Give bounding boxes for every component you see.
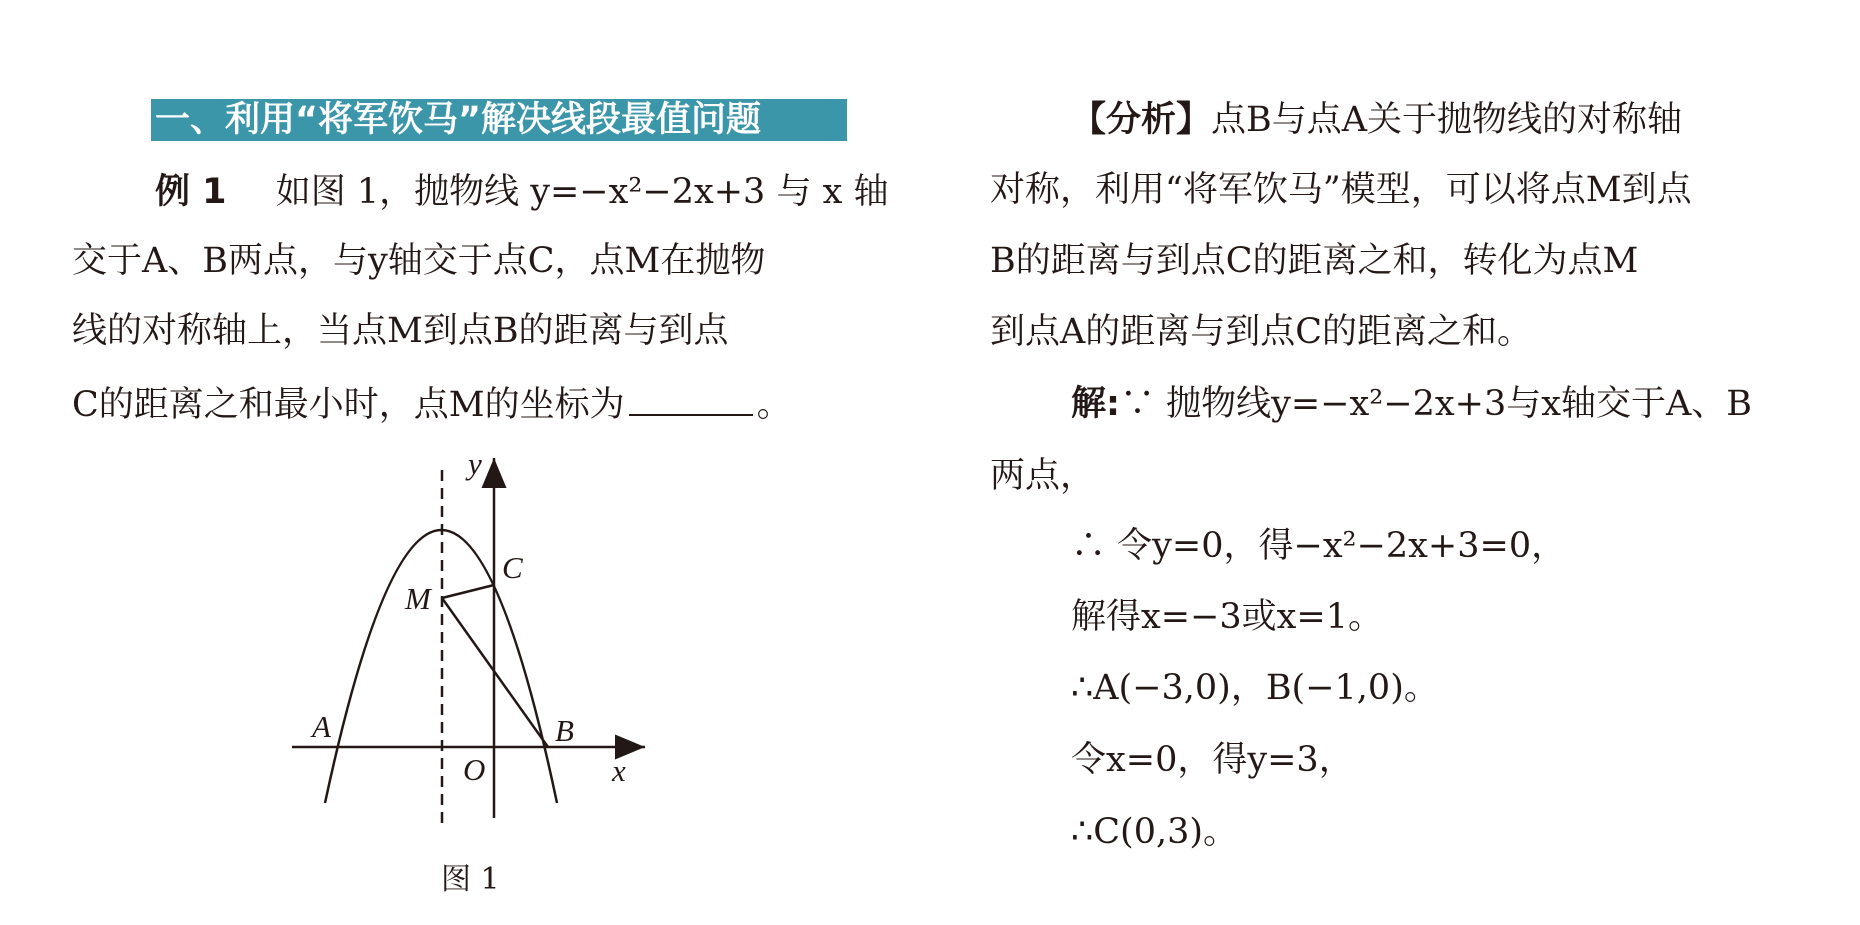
label-b: B — [555, 713, 574, 748]
solution-line-4: 解得x=−3或x=1。 — [1071, 597, 1383, 637]
label-y: y — [468, 446, 482, 481]
analysis-line-3: B的距离与到点C的距离之和，转化为点M — [990, 241, 1639, 281]
label-x: x — [612, 753, 626, 788]
segment-mc — [442, 585, 494, 598]
analysis-line-1 — [1071, 100, 1682, 140]
figure-caption: 图 1 — [441, 862, 500, 897]
label-o: O — [463, 752, 486, 787]
solution-label: 解: — [1071, 384, 1120, 424]
example-line-3: 线的对称轴上，当点M到点B的距离与到点 — [72, 311, 729, 351]
solution-text-1: ∵ 抛物线y=−x²−2x+3与x轴交于A、B — [1120, 384, 1752, 424]
analysis-line-4: 到点A的距离与到点C的距离之和。 — [990, 312, 1533, 352]
solution-line-1 — [1071, 384, 1752, 424]
solution-line-5: ∴A(−3,0)，B(−1,0)。 — [1071, 668, 1439, 708]
example-line-2: 交于A、B两点，与y轴交于点C，点M在抛物 — [72, 241, 766, 281]
example-line-4 — [72, 382, 792, 425]
label-m: M — [405, 581, 431, 616]
analysis-line-2: 对称，利用“将军饮马”模型，可以将点M到点 — [990, 170, 1692, 210]
section-title: 一、利用“将军饮马”解决线段最值问题 — [151, 99, 847, 141]
example-text-1: 如图 1，抛物线 y=−x²−2x+3 与 x 轴 — [275, 172, 889, 212]
example-text-4: C的距离之和最小时，点M的坐标为 — [72, 385, 625, 425]
example-end-mark: 。 — [756, 385, 792, 425]
label-c: C — [502, 550, 523, 585]
analysis-label: 【分析】 — [1071, 100, 1212, 140]
label-a: A — [312, 709, 331, 744]
example-label: 例 1 — [155, 172, 227, 212]
solution-line-6: 令x=0，得y=3， — [1071, 740, 1354, 780]
answer-blank[interactable] — [629, 382, 753, 416]
solution-line-3: ∴ 令y=0，得−x²−2x+3=0， — [1071, 526, 1567, 566]
solution-line-7: ∴C(0,3)。 — [1071, 812, 1239, 852]
analysis-text-1: 点B与点A关于抛物线的对称轴 — [1211, 100, 1683, 140]
figure-1 — [280, 440, 700, 860]
solution-line-2: 两点， — [990, 456, 1096, 496]
example-line-1 — [155, 172, 888, 212]
